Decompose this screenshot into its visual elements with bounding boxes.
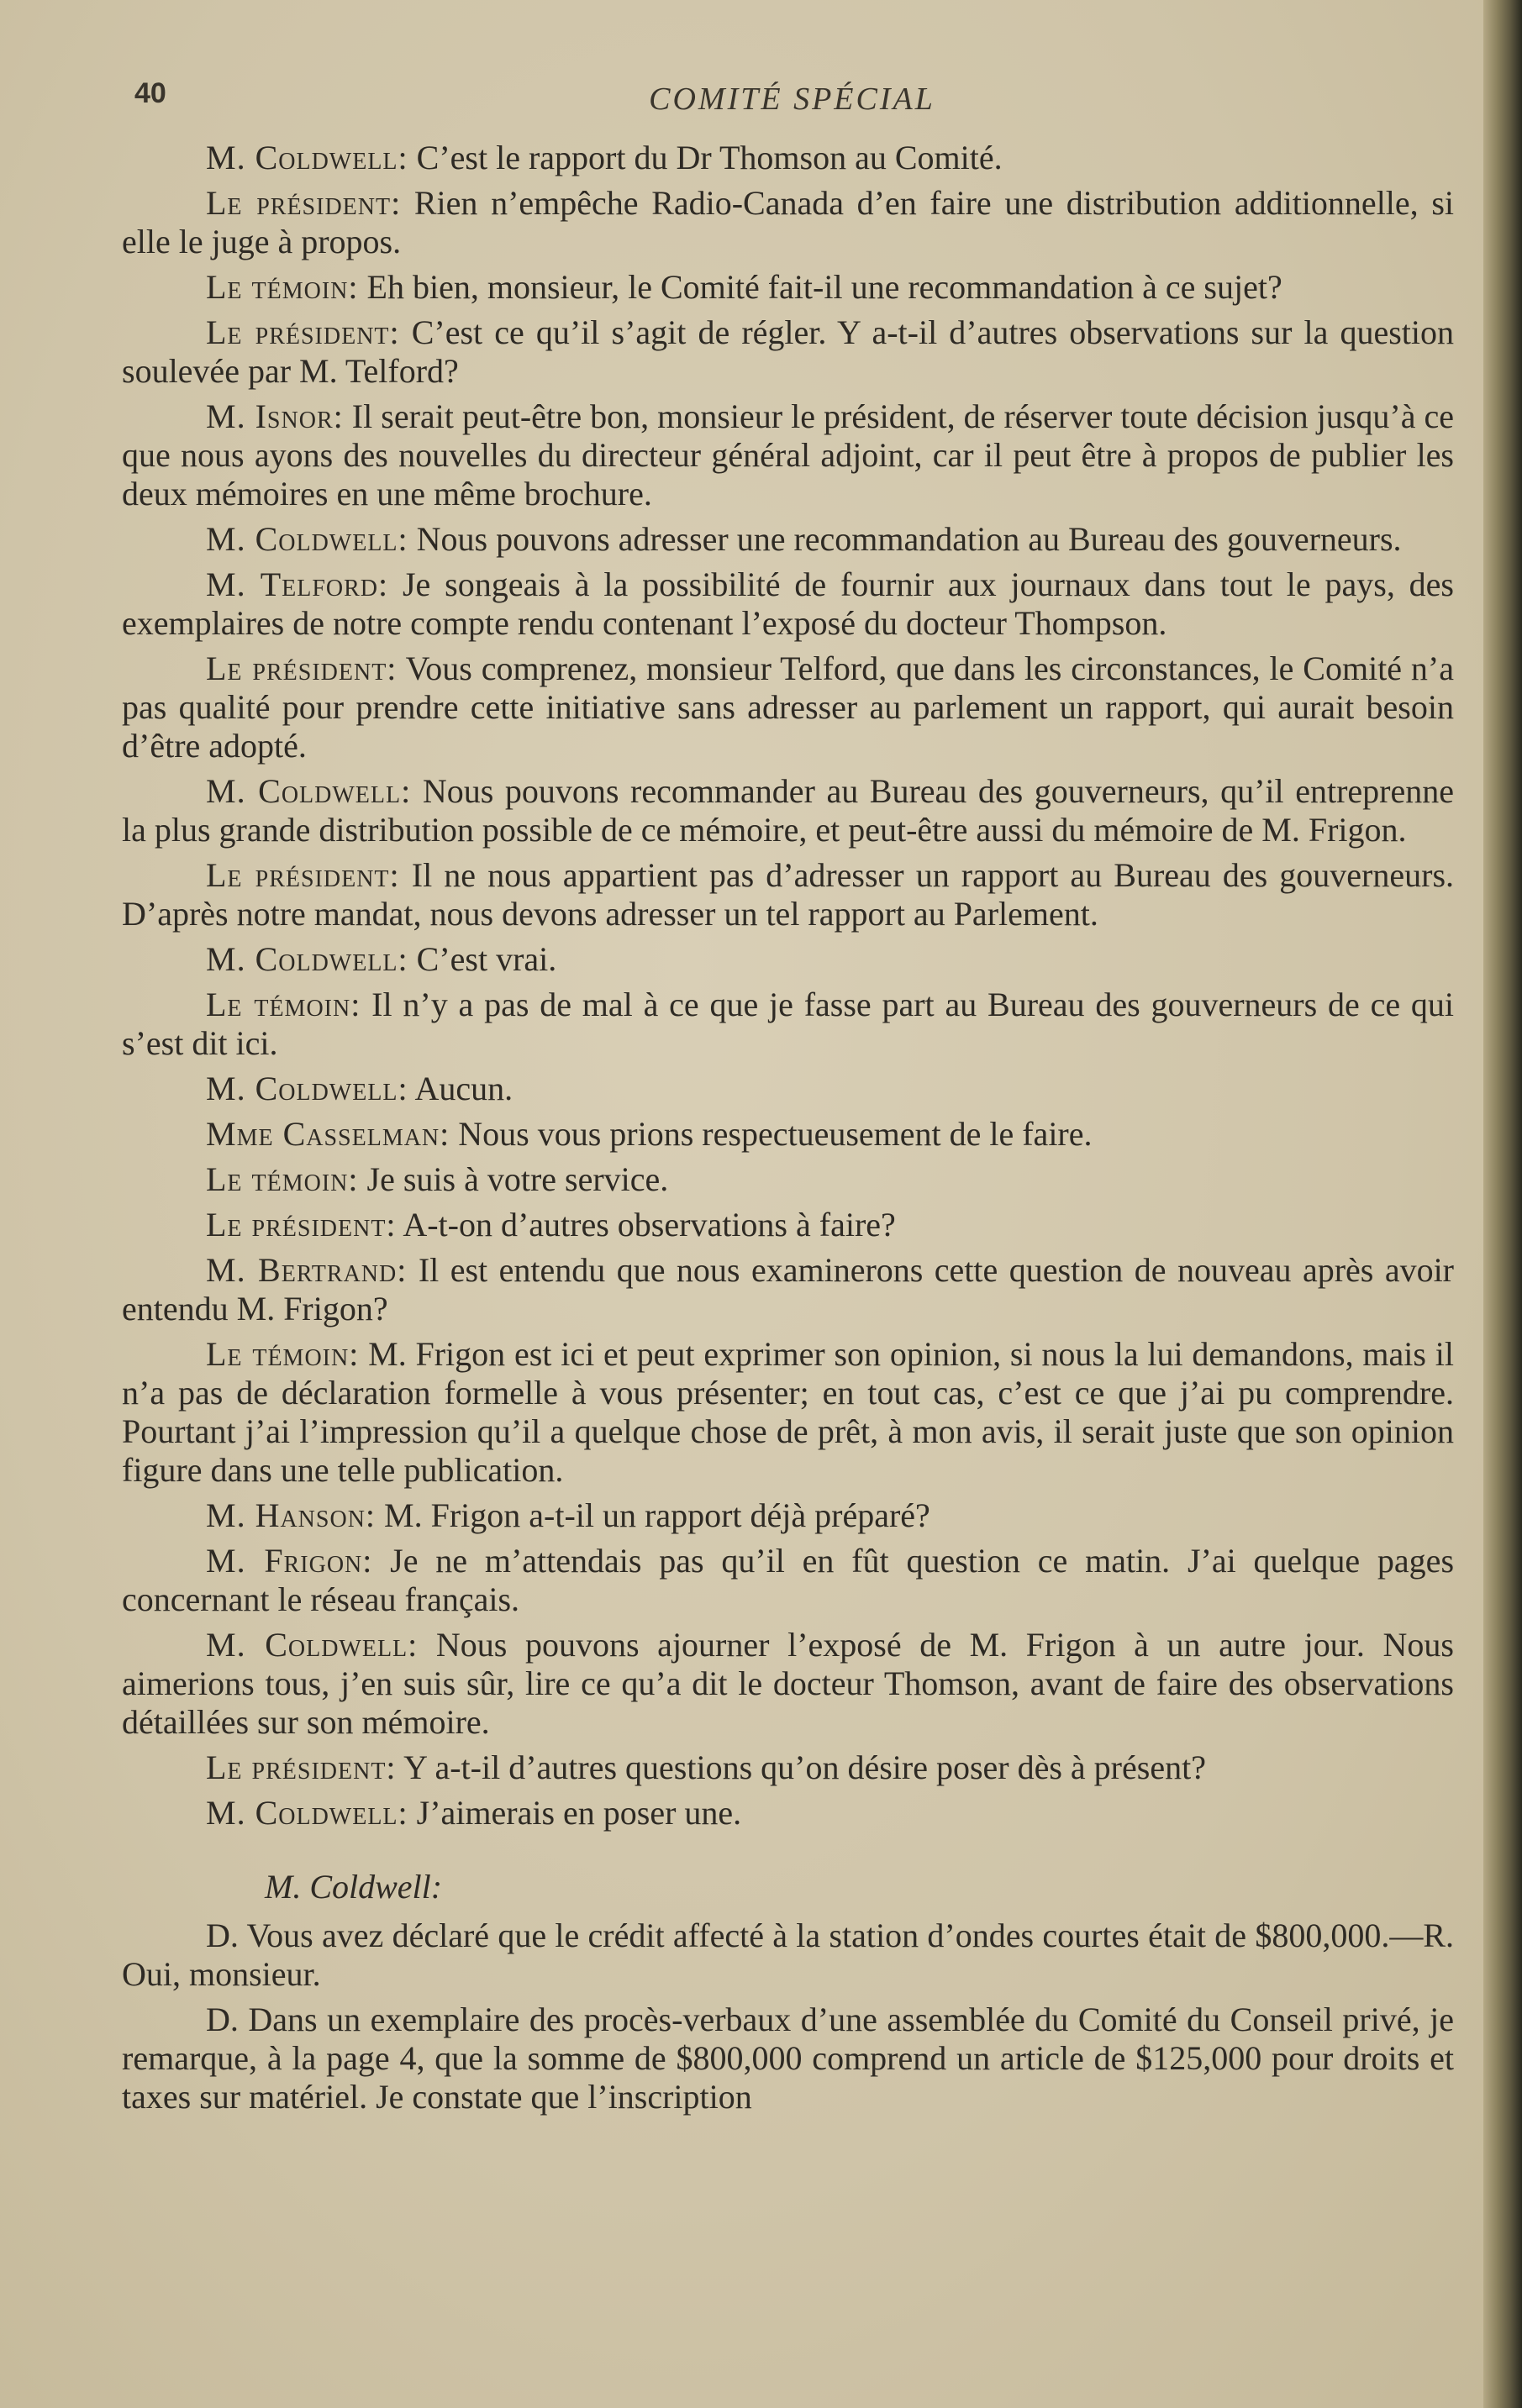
speaker-name: M. Frigon:: [206, 1542, 373, 1580]
speaker-name: Le témoin:: [206, 1160, 359, 1198]
speaker-name: Le président:: [206, 1748, 397, 1786]
paragraph-text: Nous pouvons ajourner l’exposé de M. Frigon à un autre jour. Nous aimerions tous, j’en suis sûr, lire ce qu’a dit le docteur Thomson, avant de faire des observations détaillées sur son mémoire.: [122, 1626, 1454, 1741]
paragraph: [122, 1542, 1454, 1619]
paragraph-text: Eh bien, monsieur, le Comité fait-il une recommandation à ce sujet?: [358, 268, 1282, 306]
question-paragraph: D. Vous avez déclaré que le crédit affecté à la station d’ondes courtes était de $800,000.—R. Oui, monsieur.: [122, 1916, 1454, 1993]
paragraph: [122, 1206, 1454, 1244]
speaker-name: Le témoin:: [206, 1335, 360, 1373]
speaker-name: Le président:: [206, 649, 398, 687]
paragraph: [122, 313, 1454, 391]
paragraph-text: Je songeais à la possibilité de fournir aux journaux dans tout le pays, des exemplaires de notre compte rendu contenant l’exposé du docteur Thompson.: [122, 565, 1454, 642]
paragraph: [122, 1115, 1454, 1154]
paragraph-text: Y a-t-il d’autres questions qu’on désire poser dès à présent?: [396, 1748, 1206, 1786]
paragraph-text: Nous pouvons adresser une recommandation au Bureau des gouverneurs.: [408, 520, 1402, 558]
speaker-name: M. Telford:: [206, 565, 389, 603]
paragraph: [122, 139, 1454, 177]
speaker-name: Le témoin:: [206, 986, 361, 1023]
paragraph: [122, 856, 1454, 933]
paragraph: [122, 1070, 1454, 1108]
paragraph-text: Aucun.: [408, 1070, 513, 1107]
question-paragraph: D. Dans un exemplaire des procès-verbaux d’une assemblée du Comité du Conseil privé, je remarque, à la page 4, que la somme de $800,000 comprend un article de $125,000 pour droits et taxes sur matériel. Je constate que l’inscription: [122, 2001, 1454, 2116]
paragraph-text: C’est ce qu’il s’agit de régler. Y a-t-il d’autres observations sur la question soulevée par M. Telford?: [122, 313, 1454, 390]
paragraph-text: Il serait peut-être bon, monsieur le président, de réserver toute décision jusqu’à ce que nous ayons des nouvelles du directeur général adjoint, car il peut être à propos de publier les deux mémoires en une même brochure.: [122, 397, 1454, 513]
paragraph-text: M. Frigon a-t-il un rapport déjà préparé?: [376, 1496, 930, 1534]
speaker-name: M. Coldwell:: [206, 940, 408, 978]
paragraph: [122, 1335, 1454, 1490]
page-number: 40: [134, 77, 166, 109]
paragraph: [122, 268, 1454, 307]
speaker-name: M. Coldwell:: [206, 520, 408, 558]
page-header: [134, 77, 1450, 128]
speaker-name: Mme Casselman:: [206, 1115, 450, 1153]
paragraph: [122, 940, 1454, 979]
paragraph: [122, 1748, 1454, 1787]
speaker-name: Le président:: [206, 313, 400, 351]
paragraph: [122, 565, 1454, 643]
paragraph: [122, 772, 1454, 849]
speaker-name: Le président:: [206, 856, 400, 894]
running-title: COMITÉ SPÉCIAL: [649, 81, 935, 117]
paragraph-text: J’aimerais en poser une.: [408, 1794, 742, 1832]
paragraph: [122, 986, 1454, 1063]
speaker-name: M. Bertrand:: [206, 1251, 408, 1289]
paragraph: [122, 1251, 1454, 1328]
paragraph: [122, 1496, 1454, 1535]
speaker-name: M. Coldwell:: [206, 1794, 408, 1832]
paragraph-text: Rien n’empêche Radio-Canada d’en faire une distribution additionnelle, si elle le juge à propos.: [122, 184, 1455, 260]
paragraph: [122, 1626, 1454, 1742]
section-heading: M. Coldwell:: [265, 1868, 443, 1906]
paragraph-text: Il est entendu que nous examinerons cette question de nouveau après avoir entendu M. Frigon?: [122, 1251, 1455, 1328]
paragraph-text: Il ne nous appartient pas d’adresser un rapport au Bureau des gouverneurs. D’après notre mandat, nous devons adresser un tel rapport au Parlement.: [122, 856, 1455, 933]
paragraph-text: Vous comprenez, monsieur Telford, que dans les circonstances, le Comité n’a pas qualité pour prendre cette initiative sans adresser au parlement un rapport, qui aurait besoin d’être adopté.: [122, 649, 1454, 765]
paragraph-text: A-t-on d’autres observations à faire?: [396, 1206, 896, 1243]
paragraph-text: Nous pouvons recommander au Bureau des gouverneurs, qu’il entreprenne la plus grande distribution possible de ce mémoire, et peut-être aussi du mémoire de M. Frigon.: [122, 772, 1454, 849]
speaker-name: M. Coldwell:: [206, 1070, 408, 1107]
paragraph-text: Nous vous prions respectueusement de le faire.: [450, 1115, 1093, 1153]
paragraph: [122, 649, 1454, 765]
speaker-name: M. Coldwell:: [206, 1626, 419, 1664]
speaker-name: M. Hanson:: [206, 1496, 377, 1534]
speaker-name: Le président:: [206, 184, 402, 222]
book-spine-shadow: [1483, 0, 1522, 2408]
speaker-name: Le témoin:: [206, 268, 359, 306]
paragraph-text: C’est le rapport du Dr Thomson au Comité.: [408, 139, 1003, 176]
paragraph-text: Il n’y a pas de mal à ce que je fasse part au Bureau des gouverneurs de ce qui s’est dit ici.: [122, 986, 1455, 1062]
paragraph: [122, 184, 1454, 261]
speaker-name: M. Coldwell:: [206, 139, 408, 176]
paragraph: [122, 1794, 1454, 1832]
speaker-name: Le président:: [206, 1206, 397, 1243]
paragraph-text: C’est vrai.: [408, 940, 557, 978]
paragraph-text: M. Frigon est ici et peut exprimer son opinion, si nous la lui demandons, mais il n’a pas de déclaration formelle à vous présenter; en tout cas, c’est ce que j’ai pu comprendre. Pourtant j’ai l’impression qu’il a quelque chose de prêt, à mon avis, il serait juste que son opinion figure dans une telle publication.: [122, 1335, 1454, 1489]
paragraph: [122, 397, 1454, 513]
speaker-name: M. Isnor:: [206, 397, 344, 435]
paragraph: [122, 520, 1454, 559]
paragraph-text: Je ne m’attendais pas qu’il en fût question ce matin. J’ai quelque pages concernant le réseau français.: [122, 1542, 1455, 1618]
paragraph-text: Je suis à votre service.: [358, 1160, 669, 1198]
body-text: [122, 139, 1454, 2123]
speaker-name: M. Coldwell:: [206, 772, 412, 810]
paragraph: [122, 1160, 1454, 1199]
